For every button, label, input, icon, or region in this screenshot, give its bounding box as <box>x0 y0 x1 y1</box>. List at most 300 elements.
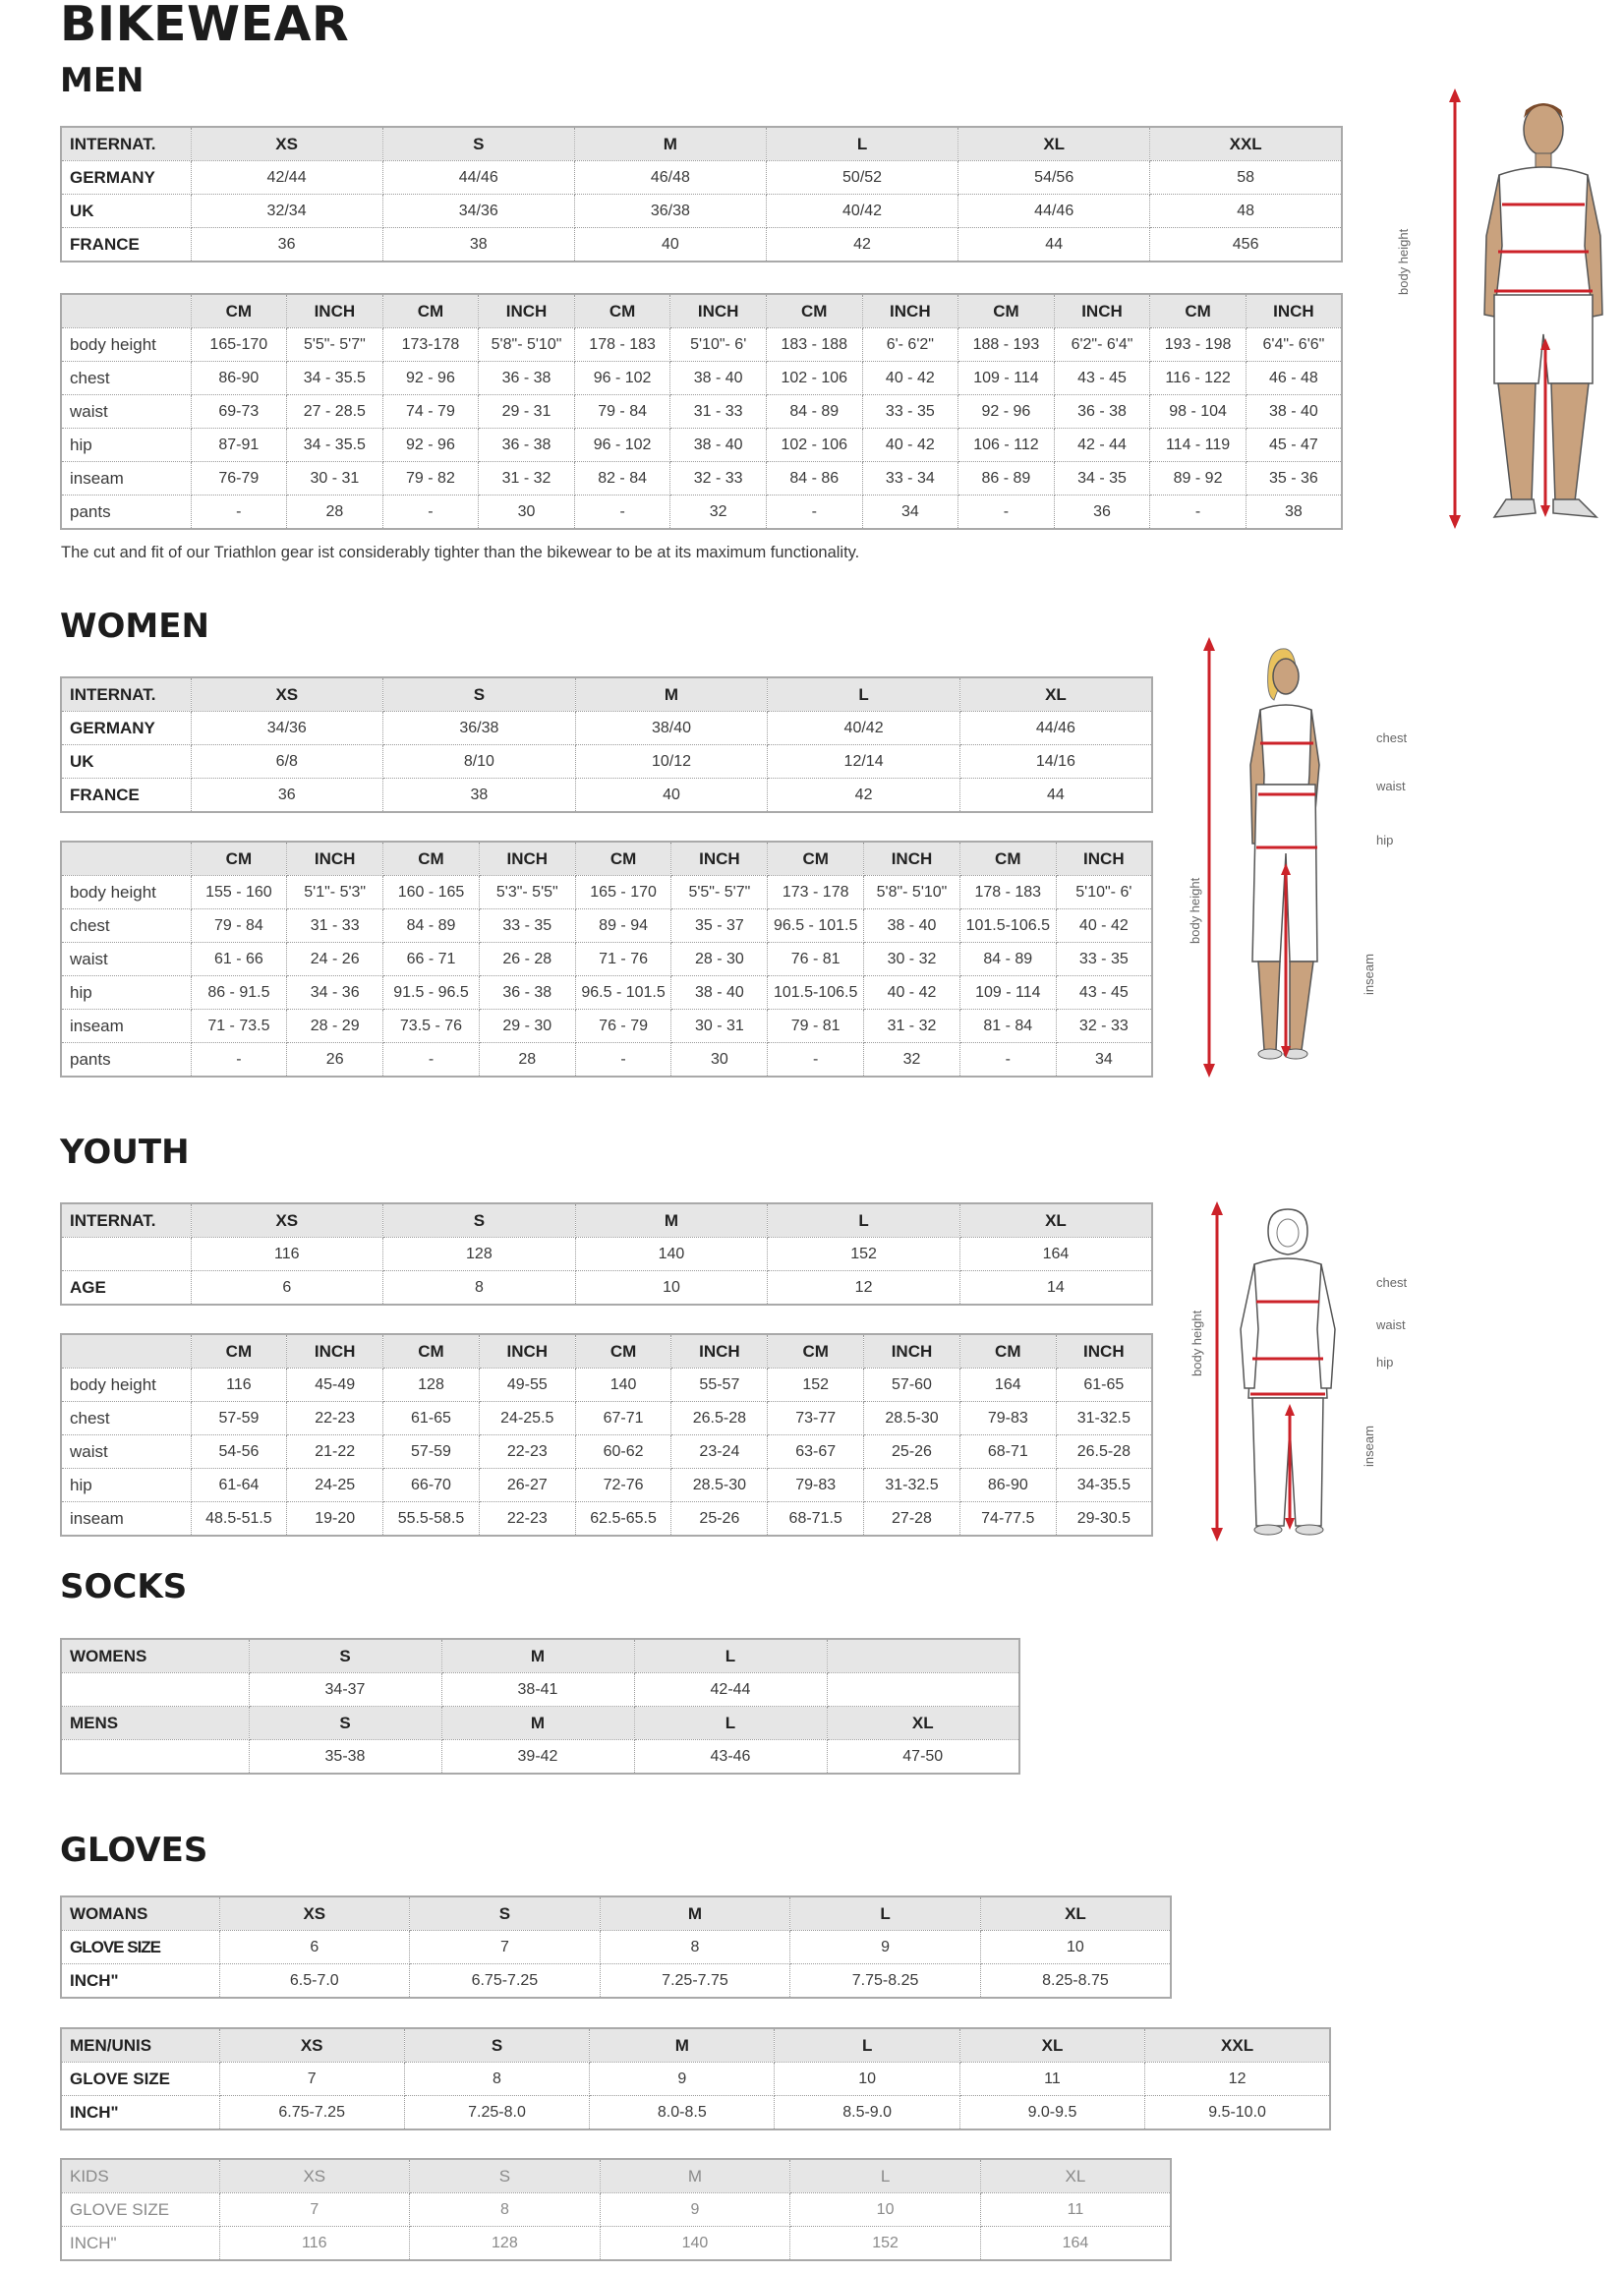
table-cell: 116 - 122 <box>1150 362 1247 395</box>
table-cell: 86-90 <box>959 1469 1056 1502</box>
table-cell: XS <box>191 127 382 161</box>
table-cell: 26-27 <box>479 1469 575 1502</box>
table-row <box>61 2193 1171 2227</box>
table-header-row <box>61 1203 1152 1238</box>
table-cell: 116 <box>219 2227 410 2261</box>
table-cell: INTERNAT. <box>61 1203 191 1238</box>
table-cell: INCH <box>287 1334 383 1369</box>
table-cell: 44 <box>959 779 1152 813</box>
table-cell <box>61 1740 249 1775</box>
table-cell: INTERNAT. <box>61 127 191 161</box>
table-cell: M <box>575 677 768 712</box>
table-cell: 84 - 89 <box>959 943 1056 976</box>
table-cell: INCH <box>287 842 383 876</box>
table-cell: XS <box>191 677 383 712</box>
table-cell: 11 <box>959 2063 1144 2096</box>
table-cell: 44 <box>958 228 1150 262</box>
table-cell: 89 - 94 <box>575 909 671 943</box>
table-cell: 40 - 42 <box>864 976 960 1010</box>
table-cell: M <box>575 1203 768 1238</box>
table-cell: 44/46 <box>958 195 1150 228</box>
men-heading: MEN <box>60 61 145 100</box>
youth-body-height-label: body height <box>1189 1310 1204 1376</box>
table-cell: AGE <box>61 1271 191 1306</box>
table-cell: INCH <box>670 294 767 328</box>
table-cell: INCH <box>1056 1334 1152 1369</box>
table-cell: 96.5 - 101.5 <box>575 976 671 1010</box>
table-cell: pants <box>61 496 191 530</box>
table-cell: 36 - 38 <box>479 362 575 395</box>
table-cell: 36 <box>1054 496 1150 530</box>
table-cell: 66-70 <box>383 1469 480 1502</box>
table-cell: M <box>441 1707 634 1740</box>
table-cell: 28.5-30 <box>671 1469 768 1502</box>
table-row <box>61 876 1152 909</box>
fit-note: The cut and fit of our Triathlon gear ist considerably tighter than the bikewear to be at its maximum functionality. <box>61 544 860 561</box>
table-cell: CM <box>574 294 670 328</box>
table-row <box>61 2063 1330 2096</box>
table-cell: 31-32.5 <box>864 1469 960 1502</box>
table-cell: GERMANY <box>61 712 191 745</box>
table-cell: FRANCE <box>61 228 191 262</box>
table-cell: CM <box>768 1334 864 1369</box>
table-cell: S <box>383 1203 576 1238</box>
table-cell: 84 - 86 <box>766 462 862 496</box>
table-cell: 35 - 37 <box>671 909 768 943</box>
table-cell: 86 - 89 <box>958 462 1055 496</box>
table-row <box>61 1010 1152 1043</box>
table-cell: waist <box>61 395 191 429</box>
table-cell: L <box>790 2159 981 2193</box>
table-cell: 7.75-8.25 <box>790 1964 981 1999</box>
table-cell: 38/40 <box>575 712 768 745</box>
table-cell <box>827 1673 1019 1707</box>
table-cell <box>61 1673 249 1707</box>
table-cell: 42 <box>766 228 957 262</box>
table-cell: 96.5 - 101.5 <box>768 909 864 943</box>
table-cell: 21-22 <box>287 1435 383 1469</box>
table-cell: 35 - 36 <box>1246 462 1342 496</box>
table-cell: 84 - 89 <box>766 395 862 429</box>
table-header-row <box>61 127 1342 161</box>
table-cell: 30 <box>479 496 575 530</box>
table-cell <box>61 1334 191 1369</box>
table-cell: 5'8"- 5'10" <box>864 876 960 909</box>
table-cell: XXL <box>1150 127 1342 161</box>
table-cell: XL <box>959 1203 1152 1238</box>
table-cell: GLOVE SIZE <box>61 2193 219 2227</box>
table-header-row <box>61 2028 1330 2063</box>
table-cell: XS <box>219 2159 410 2193</box>
table-header-row <box>61 294 1342 328</box>
table-cell: 165 - 170 <box>575 876 671 909</box>
table-cell: pants <box>61 1043 191 1078</box>
table-cell: 101.5-106.5 <box>959 909 1056 943</box>
table-cell: 24-25.5 <box>479 1402 575 1435</box>
table-cell: 36/38 <box>383 712 576 745</box>
table-cell: - <box>574 496 670 530</box>
table-cell: 193 - 198 <box>1150 328 1247 362</box>
youth-body-figure <box>1189 1201 1376 1545</box>
table-cell: 36/38 <box>574 195 766 228</box>
table-cell: 72-76 <box>575 1469 671 1502</box>
table-cell: inseam <box>61 1502 191 1537</box>
table-cell: - <box>958 496 1055 530</box>
table-cell: - <box>191 1043 287 1078</box>
table-cell: 22-23 <box>287 1402 383 1435</box>
table-cell: 96 - 102 <box>574 362 670 395</box>
table-row <box>61 1402 1152 1435</box>
men-measurements-table <box>60 293 1343 530</box>
table-cell: S <box>404 2028 589 2063</box>
table-cell: - <box>768 1043 864 1078</box>
table-cell: 48.5-51.5 <box>191 1502 287 1537</box>
table-cell: 8.0-8.5 <box>590 2096 775 2130</box>
table-cell: 7.25-8.0 <box>404 2096 589 2130</box>
table-cell: 76-79 <box>191 462 287 496</box>
table-cell: 27 - 28.5 <box>287 395 383 429</box>
table-cell: 54/56 <box>958 161 1150 195</box>
table-cell: 6 <box>191 1271 383 1306</box>
table-cell: 36 <box>191 779 383 813</box>
table-cell: 6'- 6'2" <box>862 328 958 362</box>
table-cell: 61-65 <box>1056 1369 1152 1402</box>
table-row <box>61 429 1342 462</box>
table-cell: 178 - 183 <box>574 328 670 362</box>
table-cell: 28 <box>479 1043 575 1078</box>
table-cell: 6'4"- 6'6" <box>1246 328 1342 362</box>
socks-heading: SOCKS <box>60 1567 188 1606</box>
table-cell: INTERNAT. <box>61 677 191 712</box>
table-cell: 32 <box>864 1043 960 1078</box>
women-heading: WOMEN <box>60 607 209 646</box>
table-cell: 42 - 44 <box>1054 429 1150 462</box>
table-cell: 7 <box>219 2193 410 2227</box>
table-cell: 10 <box>775 2063 959 2096</box>
table-cell: 86-90 <box>191 362 287 395</box>
table-cell: CM <box>575 1334 671 1369</box>
youth-inseam-label: inseam <box>1362 1426 1376 1467</box>
table-cell: 68-71.5 <box>768 1502 864 1537</box>
youth-measurements-table <box>60 1333 1153 1537</box>
table-cell: 128 <box>383 1369 480 1402</box>
table-cell: XL <box>959 2028 1144 2063</box>
table-cell: UK <box>61 195 191 228</box>
women-waist-label: waist <box>1376 779 1406 793</box>
youth-silhouette <box>1241 1209 1335 1535</box>
table-cell: - <box>766 496 862 530</box>
table-cell: 30 <box>671 1043 768 1078</box>
table-cell: 28 - 30 <box>671 943 768 976</box>
table-cell: INCH <box>671 1334 768 1369</box>
youth-waist-label: waist <box>1376 1317 1406 1332</box>
table-cell: 47-50 <box>827 1740 1019 1775</box>
table-cell: 29-30.5 <box>1056 1502 1152 1537</box>
table-cell: - <box>191 496 287 530</box>
table-cell: 42 <box>768 779 960 813</box>
table-cell: CM <box>766 294 862 328</box>
table-cell: 11 <box>980 2193 1171 2227</box>
table-cell: L <box>768 677 960 712</box>
table-row <box>61 1369 1152 1402</box>
table-cell: 74 - 79 <box>382 395 479 429</box>
table-cell: 38 - 40 <box>1246 395 1342 429</box>
table-cell: waist <box>61 1435 191 1469</box>
table-cell: CM <box>958 294 1055 328</box>
table-cell: 109 - 114 <box>959 976 1056 1010</box>
table-cell: waist <box>61 943 191 976</box>
table-cell: CM <box>1150 294 1247 328</box>
table-cell: 26.5-28 <box>1056 1435 1152 1469</box>
table-cell: 79 - 81 <box>768 1010 864 1043</box>
table-cell: S <box>249 1639 441 1673</box>
table-cell: KIDS <box>61 2159 219 2193</box>
table-cell: S <box>383 677 576 712</box>
table-cell: 73-77 <box>768 1402 864 1435</box>
table-cell: 66 - 71 <box>383 943 480 976</box>
table-cell: 26 - 28 <box>479 943 575 976</box>
table-cell: 31-32.5 <box>1056 1402 1152 1435</box>
table-cell: 60-62 <box>575 1435 671 1469</box>
table-cell: 6.75-7.25 <box>219 2096 404 2130</box>
table-row <box>61 1043 1152 1078</box>
table-header-row <box>61 842 1152 876</box>
table-cell: - <box>959 1043 1056 1078</box>
table-cell: CM <box>959 842 1056 876</box>
table-cell: 19-20 <box>287 1502 383 1537</box>
table-cell: INCH <box>1056 842 1152 876</box>
table-cell: 6 <box>219 1931 410 1964</box>
youth-chest-label: chest <box>1376 1275 1408 1290</box>
table-cell: 40 <box>574 228 766 262</box>
table-cell: CM <box>959 1334 1056 1369</box>
table-cell: CM <box>768 842 864 876</box>
youth-hip-label: hip <box>1376 1355 1394 1370</box>
body-height-arrow <box>1203 637 1215 1078</box>
table-cell: XL <box>827 1707 1019 1740</box>
table-row <box>61 745 1152 779</box>
table-cell: 34-37 <box>249 1673 441 1707</box>
table-cell: 9.5-10.0 <box>1145 2096 1330 2130</box>
table-cell: 14 <box>959 1271 1152 1306</box>
women-measurements-table <box>60 841 1153 1078</box>
table-cell: 101.5-106.5 <box>768 976 864 1010</box>
table-cell: 38 - 40 <box>864 909 960 943</box>
table-cell: 178 - 183 <box>959 876 1056 909</box>
table-cell: M <box>590 2028 775 2063</box>
table-cell: 31 - 33 <box>670 395 767 429</box>
table-cell: 62.5-65.5 <box>575 1502 671 1537</box>
table-cell: 71 - 73.5 <box>191 1010 287 1043</box>
table-cell: hip <box>61 429 191 462</box>
table-cell: hip <box>61 1469 191 1502</box>
women-inseam-label: inseam <box>1362 954 1376 995</box>
table-cell: 160 - 165 <box>383 876 480 909</box>
table-cell: MENS <box>61 1707 249 1740</box>
table-cell: 164 <box>959 1238 1152 1271</box>
table-cell: 44/46 <box>959 712 1152 745</box>
table-row <box>61 395 1342 429</box>
table-cell: 24 - 26 <box>287 943 383 976</box>
table-cell: 50/52 <box>766 161 957 195</box>
table-cell: 8/10 <box>383 745 576 779</box>
table-cell: L <box>790 1896 981 1931</box>
table-row <box>61 976 1152 1010</box>
table-cell: 5'5"- 5'7" <box>671 876 768 909</box>
table-cell: - <box>575 1043 671 1078</box>
table-cell: 61 - 66 <box>191 943 287 976</box>
table-cell: INCH <box>479 1334 575 1369</box>
men-international-table <box>60 126 1343 262</box>
table-cell: 67-71 <box>575 1402 671 1435</box>
table-cell: 36 <box>191 228 382 262</box>
table-header-row <box>61 1639 1019 1673</box>
table-cell: 55.5-58.5 <box>383 1502 480 1537</box>
table-cell: M <box>600 2159 790 2193</box>
table-row <box>61 496 1342 530</box>
table-cell: 89 - 92 <box>1150 462 1247 496</box>
table-cell: 79 - 84 <box>574 395 670 429</box>
table-cell: 40/42 <box>768 712 960 745</box>
table-cell: 34 - 35 <box>1054 462 1150 496</box>
table-cell: 79-83 <box>768 1469 864 1502</box>
table-cell: 31 - 32 <box>479 462 575 496</box>
table-cell <box>827 1639 1019 1673</box>
table-cell: 25-26 <box>671 1502 768 1537</box>
table-cell: 106 - 112 <box>958 429 1055 462</box>
table-cell: 69-73 <box>191 395 287 429</box>
table-cell: - <box>1150 496 1247 530</box>
table-header-row <box>61 1334 1152 1369</box>
table-cell: 32 - 33 <box>1056 1010 1152 1043</box>
table-cell: WOMANS <box>61 1896 219 1931</box>
table-cell: INCH <box>671 842 768 876</box>
table-cell: 6.5-7.0 <box>219 1964 410 1999</box>
table-cell: chest <box>61 1402 191 1435</box>
table-cell <box>61 294 191 328</box>
gloves-womans-table <box>60 1895 1172 1999</box>
table-cell: 164 <box>980 2227 1171 2261</box>
table-cell: L <box>768 1203 960 1238</box>
table-header-row <box>61 2159 1171 2193</box>
table-cell: CM <box>383 1334 480 1369</box>
table-cell: 26.5-28 <box>671 1402 768 1435</box>
table-cell: 38 <box>382 228 574 262</box>
table-cell: 28.5-30 <box>864 1402 960 1435</box>
table-cell: 46/48 <box>574 161 766 195</box>
table-cell: - <box>382 496 479 530</box>
table-cell: 49-55 <box>479 1369 575 1402</box>
table-cell: 31 - 33 <box>287 909 383 943</box>
table-cell: 61-64 <box>191 1469 287 1502</box>
table-cell: chest <box>61 362 191 395</box>
table-cell: 54-56 <box>191 1435 287 1469</box>
table-header-row <box>61 1707 1019 1740</box>
table-cell: 188 - 193 <box>958 328 1055 362</box>
table-cell: UK <box>61 745 191 779</box>
table-cell: 128 <box>383 1238 576 1271</box>
table-cell: 32/34 <box>191 195 382 228</box>
table-cell: 173-178 <box>382 328 479 362</box>
table-cell: 8.25-8.75 <box>980 1964 1171 1999</box>
table-cell: 102 - 106 <box>766 362 862 395</box>
table-row <box>61 462 1342 496</box>
table-row <box>61 779 1152 813</box>
table-cell: 152 <box>790 2227 981 2261</box>
table-cell: 5'1"- 5'3" <box>287 876 383 909</box>
table-cell: 40 <box>575 779 768 813</box>
table-cell: 114 - 119 <box>1150 429 1247 462</box>
table-cell: CM <box>191 1334 287 1369</box>
table-cell: 76 - 81 <box>768 943 864 976</box>
table-cell: 102 - 106 <box>766 429 862 462</box>
table-cell: 12/14 <box>768 745 960 779</box>
table-cell: 42-44 <box>634 1673 827 1707</box>
table-cell: 8.5-9.0 <box>775 2096 959 2130</box>
table-cell: 24-25 <box>287 1469 383 1502</box>
table-cell: 40 - 42 <box>862 429 958 462</box>
table-cell: 152 <box>768 1238 960 1271</box>
table-cell: 61-65 <box>383 1402 480 1435</box>
table-cell: 5'8"- 5'10" <box>479 328 575 362</box>
table-cell: 12 <box>768 1271 960 1306</box>
table-cell: 7 <box>410 1931 601 1964</box>
table-cell: 40 - 42 <box>862 362 958 395</box>
table-cell: INCH <box>864 842 960 876</box>
table-row <box>61 1931 1171 1964</box>
table-cell: 38 - 40 <box>670 362 767 395</box>
gloves-heading: GLOVES <box>60 1831 208 1870</box>
table-cell: 40/42 <box>766 195 957 228</box>
table-cell: INCH <box>864 1334 960 1369</box>
table-row <box>61 1469 1152 1502</box>
table-cell: 38 - 40 <box>670 429 767 462</box>
table-cell: 48 <box>1150 195 1342 228</box>
table-cell: 38 <box>1246 496 1342 530</box>
table-cell: hip <box>61 976 191 1010</box>
table-cell: 6.75-7.25 <box>410 1964 601 1999</box>
table-cell: MEN/UNIS <box>61 2028 219 2063</box>
table-cell: 74-77.5 <box>959 1502 1056 1537</box>
table-cell: 30 - 31 <box>671 1010 768 1043</box>
table-cell: 34 - 35.5 <box>287 429 383 462</box>
table-cell: body height <box>61 876 191 909</box>
table-cell: 9.0-9.5 <box>959 2096 1144 2130</box>
table-cell: 39-42 <box>441 1740 634 1775</box>
table-cell: chest <box>61 909 191 943</box>
table-row <box>61 943 1152 976</box>
man-silhouette <box>1484 103 1602 517</box>
table-cell: 34 - 35.5 <box>287 362 383 395</box>
table-cell: 34/36 <box>382 195 574 228</box>
table-cell: 6/8 <box>191 745 383 779</box>
table-cell: 116 <box>191 1238 383 1271</box>
table-header-row <box>61 677 1152 712</box>
table-cell: 34/36 <box>191 712 383 745</box>
table-cell: 92 - 96 <box>382 429 479 462</box>
table-cell: body height <box>61 328 191 362</box>
table-cell: 10 <box>575 1271 768 1306</box>
table-cell: 10/12 <box>575 745 768 779</box>
table-cell: 8 <box>404 2063 589 2096</box>
table-cell: 29 - 31 <box>479 395 575 429</box>
table-cell: 152 <box>768 1369 864 1402</box>
table-cell: 26 <box>287 1043 383 1078</box>
men-body-height-label: body height <box>1396 228 1411 295</box>
table-cell: 25-26 <box>864 1435 960 1469</box>
table-cell: 57-59 <box>383 1435 480 1469</box>
table-row <box>61 1435 1152 1469</box>
